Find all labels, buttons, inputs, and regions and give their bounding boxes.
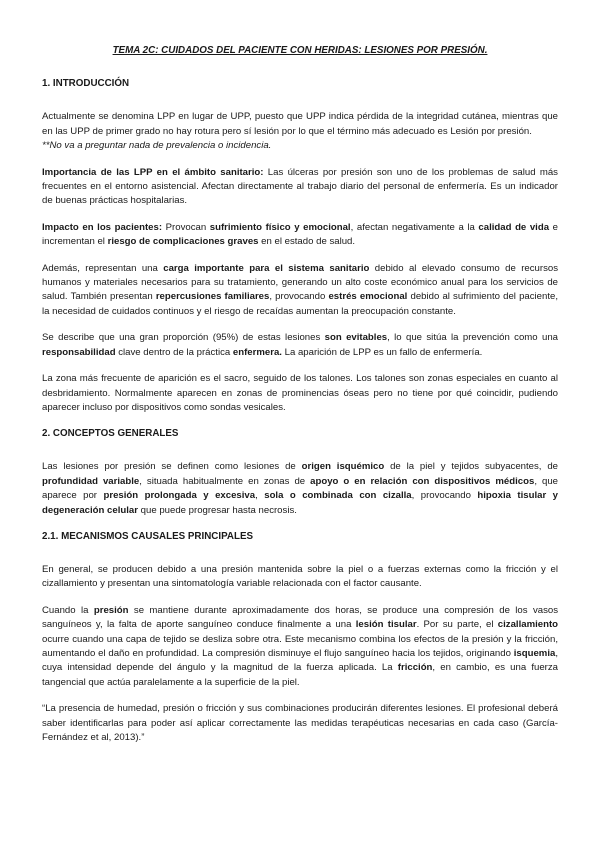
section-heading-mecanismos: 2.1. MECANISMOS CAUSALES PRINCIPALES bbox=[42, 530, 254, 542]
bold-text: fricción bbox=[397, 662, 433, 674]
text-run: se mantiene durante aproximadamente dos horas, se produce una compresión de los vasos sanguíneos y, la falta de aporte sanguíneo conduce finalmente a una bbox=[42, 604, 559, 631]
paragraph-importancia bbox=[42, 166, 558, 209]
text-run: , afectan negativamente a la bbox=[350, 221, 479, 233]
text-run: , provocando bbox=[269, 291, 329, 303]
bold-text: isquemia bbox=[513, 647, 556, 659]
text-run: Además, representan una bbox=[42, 262, 164, 274]
bold-text: son evitables bbox=[324, 332, 388, 344]
bold-text: enfermera. bbox=[232, 346, 282, 358]
paragraph-evitables bbox=[42, 331, 558, 360]
bold-text: apoyo o en relación con dispositivos médicos bbox=[310, 475, 535, 487]
text-run: , cuya intensidad depende del ángulo y la magnitud de la fuerza aplicada. La bbox=[42, 647, 558, 674]
text-run: , bbox=[255, 490, 265, 502]
text-run: Se describe que una gran proporción (95%) de estas lesiones bbox=[42, 332, 325, 344]
bold-text: estrés emocional bbox=[328, 291, 408, 303]
text-run: que puede progresar hasta necrosis. bbox=[137, 504, 297, 516]
text-run: Las úlceras por presión son uno de los problemas de salud más frecuentes en el entorno asistencial. Afectan directamente al trabajo diario del personal de enfermería. Es un indicador de buenas prácticas hospitalarias. bbox=[42, 166, 558, 207]
text-run: Las lesiones por presión se definen como lesiones de bbox=[42, 461, 302, 473]
text-run: debido al elevado consumo de recursos humanos y materiales necesarios para su tratamiento, generando un alto coste económico anual para los servicios de salud. También presentan bbox=[42, 262, 558, 303]
bold-text: repercusiones familiares bbox=[155, 291, 270, 303]
text-run: debido al sufrimiento del paciente, la necesidad de cuidados continuos y el riesgo de recaídas aumentan la preocupación constante. bbox=[42, 291, 559, 317]
paragraph-cita: “La presencia de humedad, presión o fricción y sus combinaciones producirán diferentes lesiones. El profesional deberá saber identificarlas para poder así aplicar correctamente las medidas terapéuticas necesarias en cada caso (García-Fernández et al, 2013).” bbox=[42, 703, 558, 743]
text-run: clave dentro de la práctica bbox=[115, 346, 233, 358]
text-run: , lo que sitúa la prevención como una bbox=[387, 332, 558, 344]
text-run: Provocan bbox=[162, 221, 210, 233]
text-run: Cuando la bbox=[42, 604, 94, 616]
bold-text: presión bbox=[93, 604, 129, 616]
text-run: , situada habitualmente en zonas de bbox=[139, 475, 311, 487]
paragraph-text: Actualmente se denomina LPP en lugar de UPP, puesto que UPP indica pérdida de la integridad cutánea, mientras que en las UPP de primer grado no hay rotura pero sí lesión por lo que el término más adecuado es Lesión por presión. bbox=[42, 111, 558, 137]
bold-text: riesgo de complicaciones graves bbox=[107, 236, 259, 248]
bold-text: Importancia de las LPP en el ámbito sanitario: bbox=[42, 166, 264, 178]
text-run: en el estado de salud. bbox=[258, 236, 356, 248]
bold-text: presión prolongada y excesiva bbox=[103, 490, 256, 502]
paragraph-definicion-lesiones bbox=[42, 460, 558, 518]
paragraph-zonas-aparicion: La zona más frecuente de aparición es el sacro, seguido de los talones. Los talones son zonas especiales en cuanto al desbridamiento. Normalmente aparecen en zonas de prominencias óseas pero no tiene por qué coincidir, pudiendo aparecer incluso por dispositivos como sondas vesicales. bbox=[42, 373, 558, 413]
text-run: e incrementan el bbox=[42, 221, 558, 248]
text-run: , en cambio, es una fuerza tangencial que actúa paralelamente a la superficie de la piel. bbox=[42, 662, 558, 688]
text-run: ocurre cuando una capa de tejido se desliza sobre otra. Este mecanismo combina los efectos de la presión y la fricción, aumentando el daño en profundidad. La compresión disminuye el flujo sanguíneo hacia los tejidos, originando bbox=[42, 633, 558, 659]
text-run: , provocando bbox=[411, 490, 478, 502]
bold-text: origen isquémico bbox=[301, 461, 385, 473]
section-heading-conceptos: 2. CONCEPTOS GENERALES bbox=[42, 428, 179, 440]
paragraph-mecanismos-general: En general, se producen debido a una presión mantenida sobre la piel o a fuerzas externas como la fricción y el cizallamiento y presentan una sintomatología variable relacionada con el factor causante. bbox=[42, 563, 558, 590]
paragraph-impacto-pacientes bbox=[42, 221, 558, 250]
bold-text: responsabilidad bbox=[42, 346, 116, 358]
section-heading-introduccion: 1. INTRODUCCIÓN bbox=[42, 78, 130, 90]
paragraph-carga-sistema bbox=[42, 262, 558, 320]
text-run: La aparición de LPP es un fallo de enfermería. bbox=[281, 346, 483, 358]
paragraph-lpp-definition bbox=[42, 110, 558, 153]
bold-text: profundidad variable bbox=[42, 475, 140, 487]
bold-text: Impacto en los pacientes: bbox=[42, 221, 163, 233]
bold-text: sufrimiento físico y emocional bbox=[209, 221, 351, 233]
text-run: de la piel y tejidos subyacentes, de bbox=[384, 461, 558, 473]
bold-text: cizallamiento bbox=[497, 619, 559, 631]
bold-text: carga importante para el sistema sanitario bbox=[163, 262, 370, 274]
bold-text: calidad de vida bbox=[478, 221, 550, 233]
bold-text: lesión tisular bbox=[355, 619, 417, 631]
exam-note: **No va a preguntar nada de prevalencia o incidencia. bbox=[42, 140, 272, 152]
document-title: TEMA 2C: CUIDADOS DEL PACIENTE CON HERIDAS: LESIONES POR PRESIÓN. bbox=[112, 45, 488, 56]
text-run: . Por su parte, el bbox=[416, 619, 498, 631]
bold-text: sola o combinada con cizalla bbox=[264, 490, 412, 502]
text-run: , que aparece por bbox=[42, 475, 559, 502]
paragraph-presion-cizalla-friccion bbox=[42, 604, 558, 690]
bold-text: hipoxia tisular y degeneración celular bbox=[42, 490, 559, 516]
